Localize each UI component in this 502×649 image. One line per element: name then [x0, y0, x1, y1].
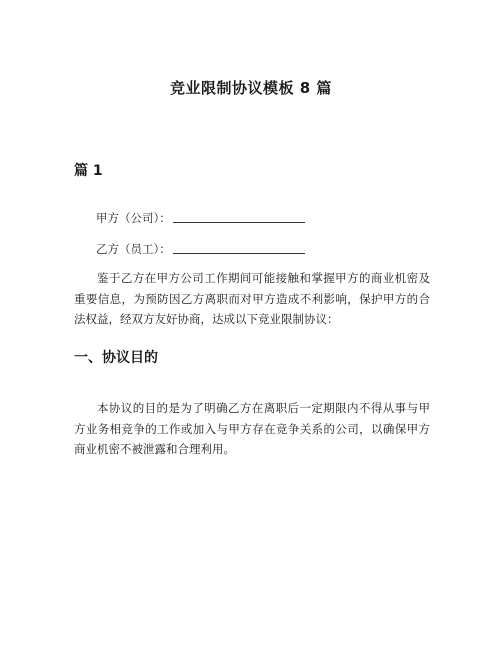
party-b-field: [96, 241, 305, 257]
party-b-blank-line: [173, 242, 305, 254]
intro-paragraph: 鉴于乙方在甲方公司工作期间可能接触和掌握甲方的商业机密及重要信息，为预防因乙方离职而对甲方造成不利影响，保护甲方的合法权益，经双方友好协商，达成以下竞业限制协议：: [74, 271, 430, 326]
section-heading-purpose: 一、协议目的: [74, 350, 158, 366]
party-a-field: [96, 210, 305, 226]
party-b-label: 乙方（员工）：: [96, 242, 171, 256]
part-heading: 篇 1: [74, 163, 103, 179]
document-title: 竞业限制协议模板 8 篇: [170, 79, 332, 97]
purpose-paragraph: 本协议的目的是为了明确乙方在离职后一定期限内不得从事与甲方业务相竞争的工作或加入与甲方存在竞争关系的公司，以确保甲方商业机密不被泄露和合理利用。: [74, 401, 430, 456]
party-a-label: 甲方（公司）：: [96, 211, 171, 225]
party-a-blank-line: [173, 211, 305, 223]
